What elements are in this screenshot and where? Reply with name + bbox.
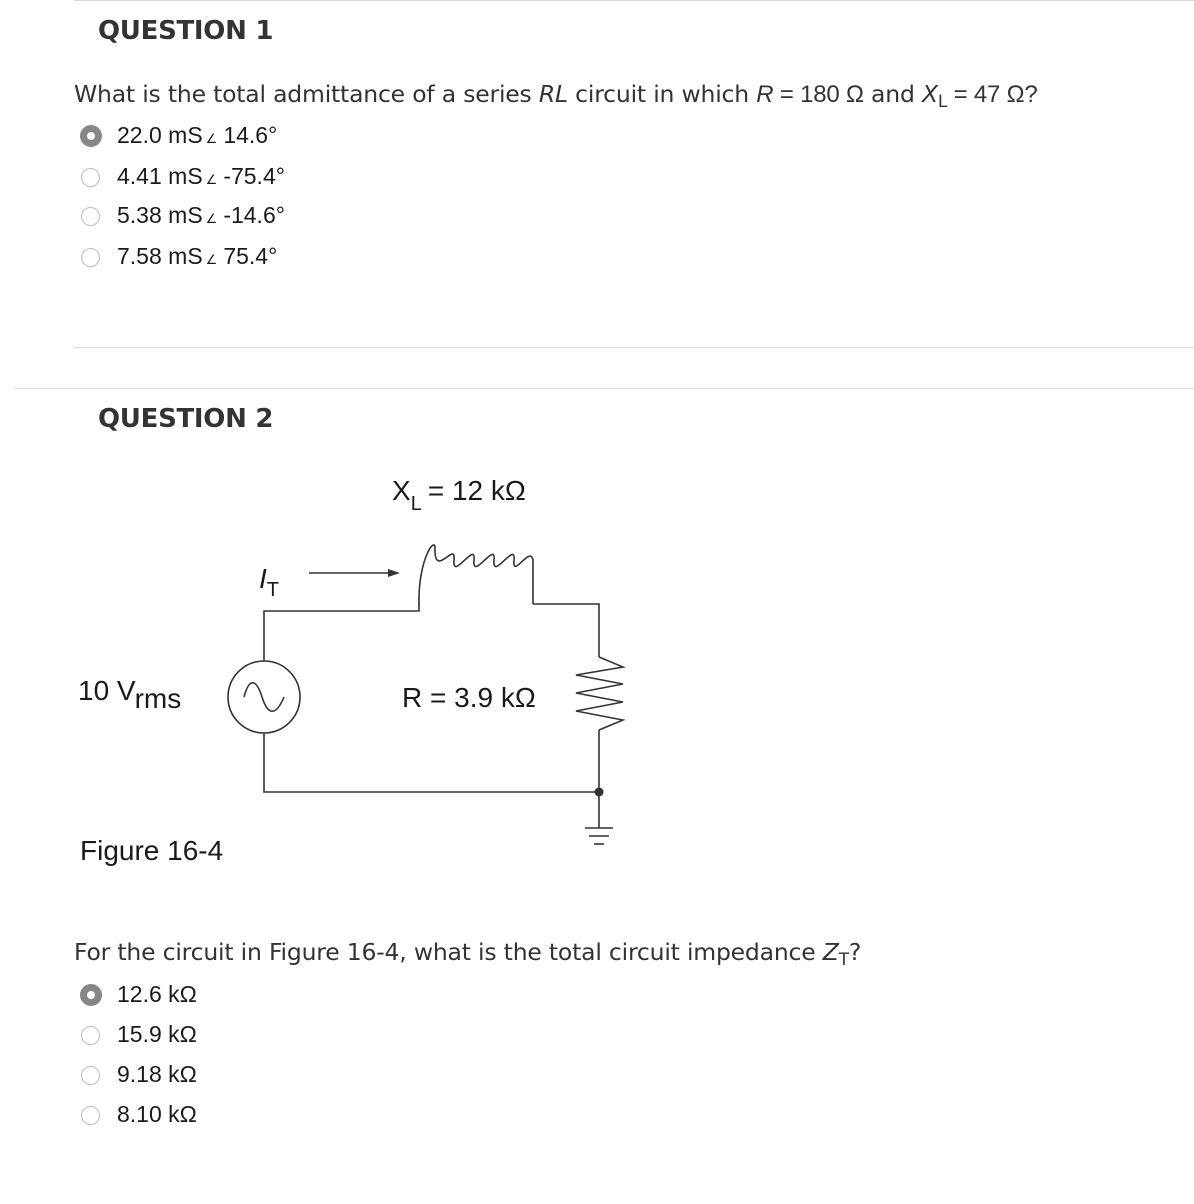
resistor-zigzag <box>576 657 623 730</box>
ground-junction-dot <box>595 788 604 797</box>
q2-option-3[interactable] <box>80 1060 197 1090</box>
radio-button[interactable] <box>81 248 100 267</box>
option-label: 15.9 kΩ <box>117 1021 197 1047</box>
ac-source-circle <box>228 661 300 733</box>
angle-symbol: ∠ <box>205 131 218 146</box>
q2-option-1[interactable] <box>80 980 197 1010</box>
angle-symbol: ∠ <box>205 252 218 267</box>
radio-button[interactable] <box>81 168 100 187</box>
option-label: 8.10 kΩ <box>117 1101 197 1127</box>
wire-bottom <box>264 733 599 792</box>
source-label: 10 Vrms <box>78 675 182 714</box>
option-label: 22.0 mS ∠ 14.6° <box>117 122 278 148</box>
question-1-bottom-divider <box>74 347 1194 348</box>
angle-symbol: ∠ <box>205 211 218 226</box>
option-label: 9.18 kΩ <box>117 1061 197 1087</box>
radio-button[interactable] <box>81 1106 100 1125</box>
current-arrowhead <box>388 569 400 577</box>
option-label: 7.58 mS ∠ 75.4° <box>117 243 278 269</box>
question-1-title: QUESTION 1 <box>98 16 274 46</box>
question-1-prompt: What is the total admittance of a series RL circuit in which R = 180 Ω and $X_L = 47$ Ω? <box>74 80 1038 112</box>
radio-button[interactable] <box>81 1066 100 1085</box>
question-2-prompt: For the circuit in Figure 16-4, what is the total circuit impedance $Z_T$? <box>74 938 862 970</box>
radio-button[interactable] <box>81 207 100 226</box>
current-label: $I_T$ <box>259 563 279 601</box>
radio-button-selected[interactable] <box>80 125 102 147</box>
wire-top-left <box>264 603 419 661</box>
option-label: 5.38 mS ∠ -14.6° <box>117 202 285 228</box>
q1-option-4[interactable] <box>80 242 278 272</box>
question-separator <box>14 388 1194 389</box>
q1-option-3[interactable] <box>80 201 285 231</box>
xl-label: $X_L = 12$ kΩ <box>392 475 526 515</box>
ac-sine-wave <box>244 683 284 712</box>
resistor-label: R = 3.9 kΩ <box>402 682 536 713</box>
figure-caption: Figure 16-4 <box>80 835 224 866</box>
radio-button[interactable] <box>81 1026 100 1045</box>
option-label: 4.41 mS ∠ -75.4° <box>117 163 285 189</box>
question-2-title: QUESTION 2 <box>98 404 274 434</box>
inductor-coil <box>419 545 533 604</box>
angle-symbol: ∠ <box>205 172 218 187</box>
radio-button-selected[interactable] <box>80 984 102 1006</box>
circuit-figure <box>60 450 760 870</box>
q2-option-4[interactable] <box>80 1100 197 1130</box>
q2-option-2[interactable] <box>80 1020 197 1050</box>
q1-option-2[interactable] <box>80 162 285 192</box>
q1-option-1[interactable] <box>80 121 278 151</box>
top-divider <box>74 0 1194 1</box>
option-label: 12.6 kΩ <box>117 981 197 1007</box>
wire-top-right <box>533 604 599 657</box>
